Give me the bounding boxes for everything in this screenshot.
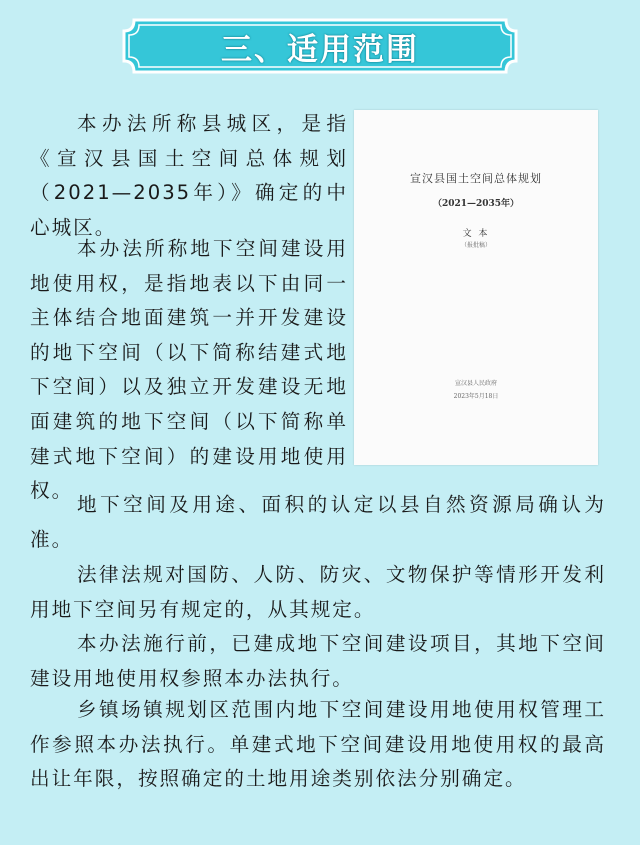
document-period: （2021—2035年） [432, 199, 520, 209]
paragraph-township: 乡镇场镇规划区范围内地下空间建设用地使用权管理工作参照本办法执行。单建式地下空间建设用地使用权的最高出让年限，按照确定的土地用途类别依法分别确定。 [30, 698, 606, 791]
document-date: 2023年5月18日 [453, 393, 499, 400]
section-banner [122, 18, 518, 74]
document-status: （报批稿） [460, 242, 491, 249]
paragraph-special-cases: 法律法规对国防、人防、防灾、文物保护等情形开发利用地下空间另有规定的，从其规定。 [30, 563, 606, 621]
paragraph-city-area: 本办法所称县城区，是指《宣汉县国土空间总体规划（2021—2035年）》确定的中心城区。 [30, 112, 348, 239]
paragraph-underground-rights: 本办法所称地下空间建设用地使用权，是指地表以下由同一主体结合地面建筑一并开发建设的地下空间（以下简称结建式地下空间）以及独立开发建设无地面建筑的地下空间（以下简称单建式地下空间）的建设用地使用权。 [30, 237, 348, 503]
planning-document-cover [354, 110, 598, 465]
paragraph-determination: 地下空间及用途、面积的认定以县自然资源局确认为准。 [30, 493, 606, 551]
paragraph-existing-projects: 本办法施行前，已建成地下空间建设项目，其地下空间建设用地使用权参照本办法执行。 [30, 632, 606, 690]
document-title: 宣汉县国土空间总体规划 [410, 172, 542, 185]
section-title: 三、适用范围 [221, 31, 419, 68]
document-label: 文 本 [462, 229, 490, 239]
document-publisher: 宣汉县人民政府 [454, 380, 497, 387]
